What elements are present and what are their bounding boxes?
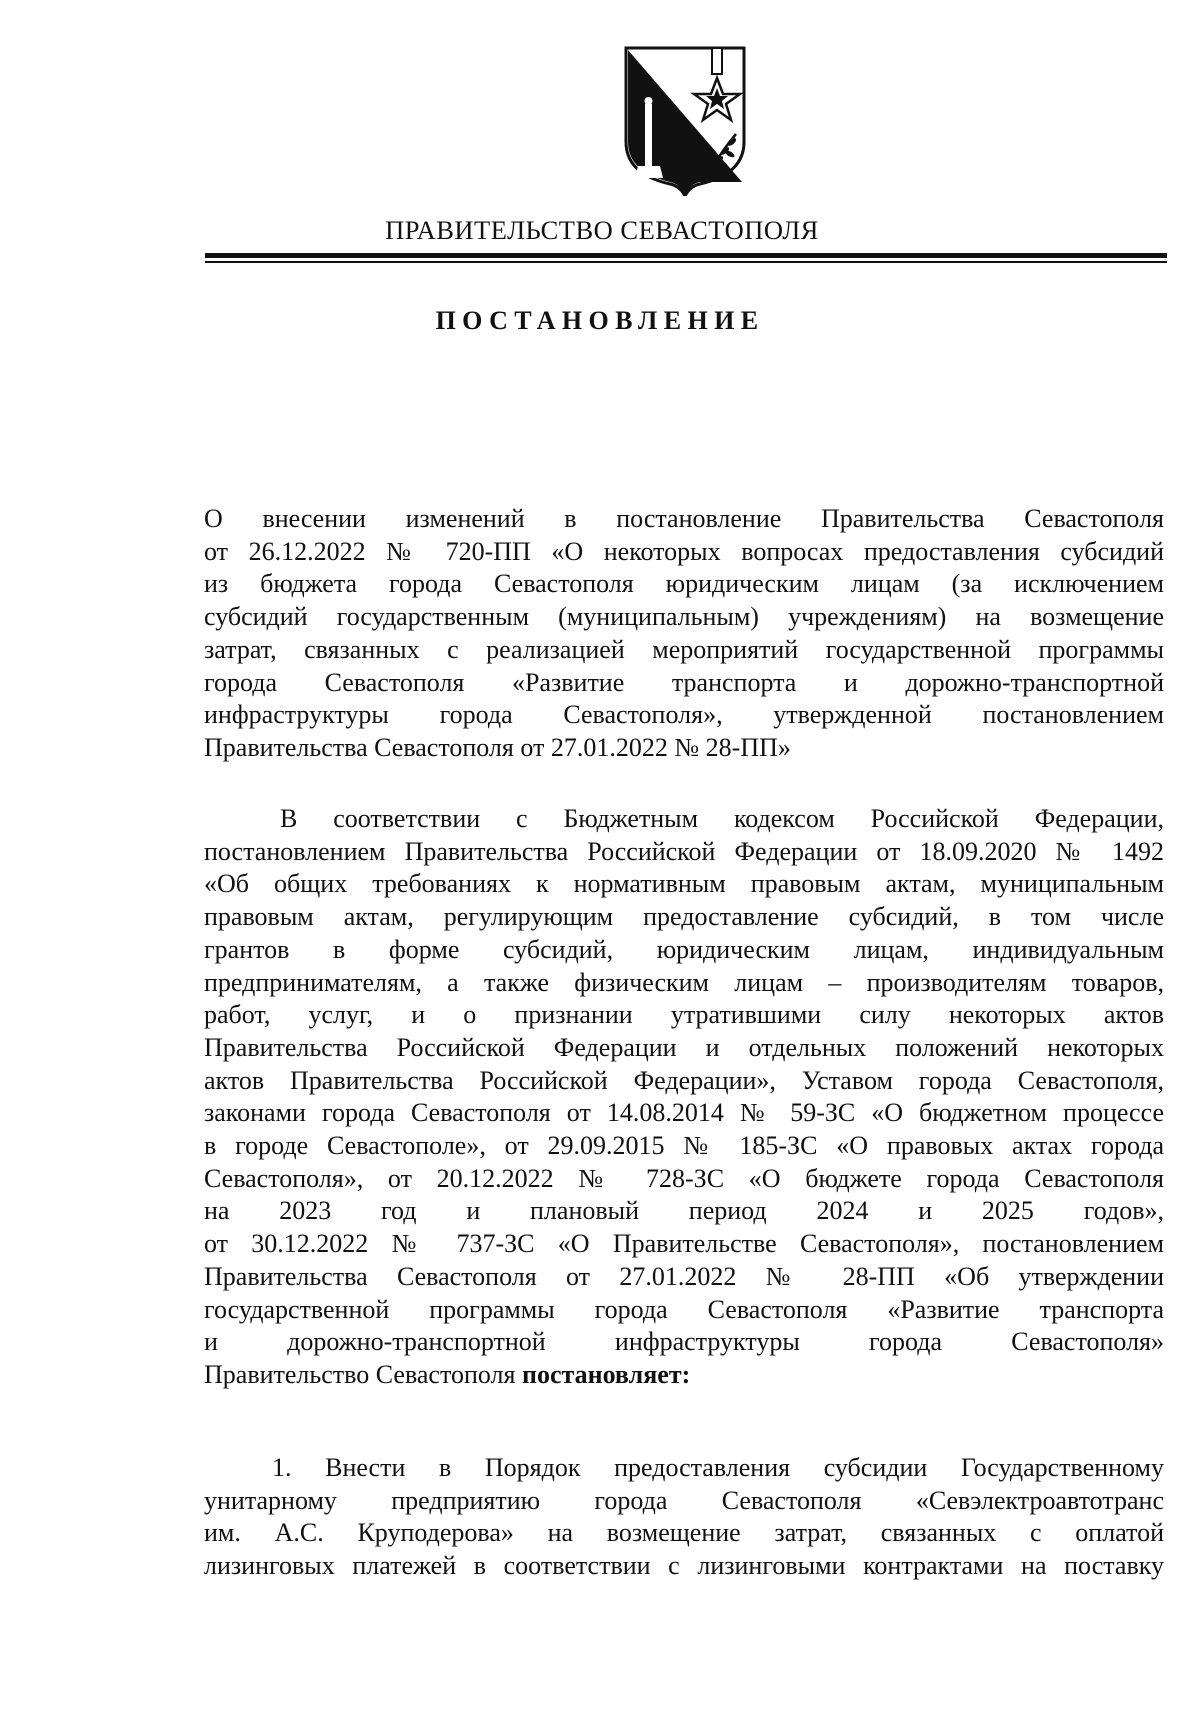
- organization-name: ПРАВИТЕЛЬСТВО СЕВАСТОПОЛЯ: [385, 215, 819, 245]
- preamble-line: государственной программы города Севастополя «Развитие транспорта: [204, 1294, 1164, 1324]
- preamble-line: в городе Севастополе», от 29.09.2015 № 185-ЗС «О правовых актах города: [204, 1131, 1164, 1161]
- preamble-line: грантов в форме субсидий, юридическим лицам, индивидуальным: [204, 934, 1164, 964]
- subject-line: из бюджета города Севастополя юридическим лицам (за исключением: [204, 569, 1164, 599]
- preamble-line: от 30.12.2022 № 737-ЗС «О Правительстве Севастополя», постановлением: [204, 1229, 1164, 1259]
- preamble-line: на 2023 год и плановый период 2024 и 2025 годов»,: [204, 1196, 1164, 1226]
- document-subject: [204, 503, 1164, 765]
- preamble-line: работ, услуг, и о признании утратившими силу некоторых актов: [204, 1000, 1164, 1030]
- preamble-closing-text: Правительство Севастополя: [204, 1359, 522, 1389]
- preamble-line: Правительства Севастополя от 27.01.2022 № 28-ПП «Об утверждении: [204, 1261, 1164, 1291]
- preamble-line: предпринимателям, а также физическим лицам – производителям товаров,: [204, 967, 1164, 997]
- preamble-line: и дорожно-транспортной инфраструктуры города Севастополя»: [204, 1327, 1164, 1357]
- preamble-line: постановлением Правительства Российской Федерации от 18.09.2020 № 1492: [204, 836, 1164, 866]
- subject-line: субсидий государственным (муниципальным) учреждениям) на возмещение: [204, 602, 1164, 632]
- coat-of-arms-emblem: [620, 44, 750, 196]
- divider-thin-line: [205, 261, 1167, 263]
- subject-line: города Севастополя «Развитие транспорта и дорожно-транспортной: [204, 667, 1164, 697]
- preamble-line: правовым актам, регулирующим предоставление субсидий, в том числе: [204, 902, 1164, 932]
- divider-thick-line: [205, 253, 1167, 258]
- preamble-line: «Об общих требованиях к нормативным правовым актам, муниципальным: [204, 869, 1164, 899]
- subject-line: от 26.12.2022 № 720-ПП «О некоторых вопросах предоставления субсидий: [204, 536, 1164, 566]
- preamble-line: Правительства Российской Федерации и отдельных положений некоторых: [204, 1032, 1164, 1062]
- subject-line: инфраструктуры города Севастополя», утвержденной постановлением: [204, 700, 1164, 730]
- header-divider: [205, 253, 1167, 263]
- item-line: лизинговых платежей в соответствии с лизинговыми контрактами на поставку: [204, 1551, 1164, 1581]
- preamble-paragraph: [204, 803, 1164, 1392]
- preamble-closing-line: [204, 1359, 1164, 1392]
- preamble-line: законами города Севастополя от 14.08.2014 № 59-ЗС «О бюджетном процессе: [204, 1098, 1164, 1128]
- resolution-keyword: постановляет:: [521, 1359, 691, 1389]
- subject-line: О внесении изменений в постановление Правительства Севастополя: [204, 504, 1164, 533]
- resolution-item-1: [204, 1452, 1164, 1583]
- item-line: унитарному предприятию города Севастополя «Севэлектроавтотранс: [204, 1485, 1164, 1515]
- preamble-line: В соответствии с Бюджетным кодексом Российской Федерации,: [280, 804, 1164, 833]
- document-type-title: ПОСТАНОВЛЕНИЕ: [435, 306, 765, 335]
- preamble-line: актов Правительства Российской Федерации», Уставом города Севастополя,: [204, 1065, 1164, 1095]
- subject-line: Правительства Севастополя от 27.01.2022 № 28-ПП»: [204, 732, 791, 762]
- subject-line: затрат, связанных с реализацией мероприятий государственной программы: [204, 634, 1164, 664]
- item-line: 1. Внести в Порядок предоставления субсидии Государственному: [272, 1453, 1164, 1482]
- item-line: им. А.С. Круподерова» на возмещение затрат, связанных с оплатой: [204, 1518, 1164, 1548]
- preamble-line: Севастополя», от 20.12.2022 № 728-ЗС «О бюджете города Севастополя: [204, 1163, 1164, 1193]
